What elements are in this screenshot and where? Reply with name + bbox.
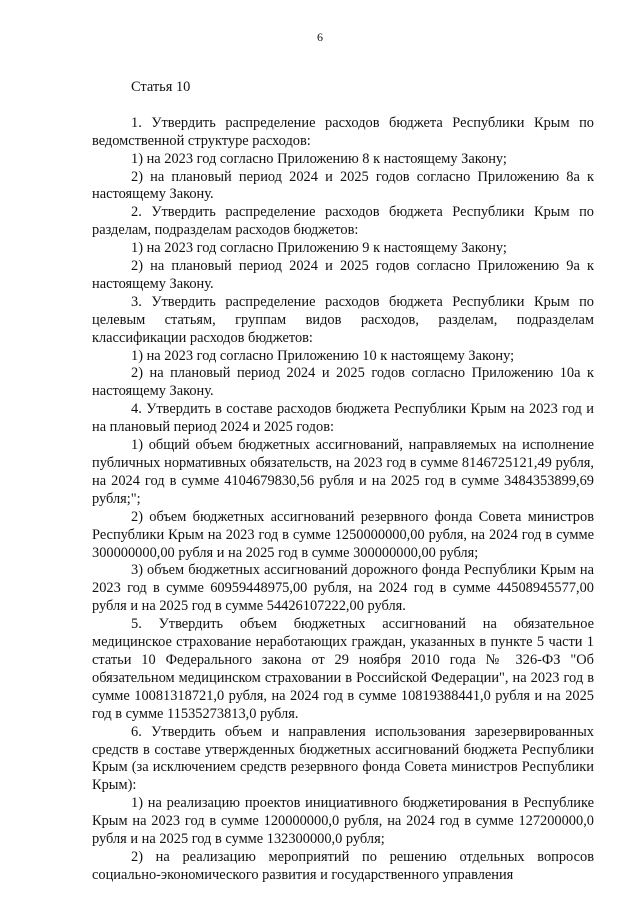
paragraph: 2) на плановый период 2024 и 2025 годов согласно Приложению 9а к настоящему Закону. xyxy=(92,258,594,292)
paragraph: 1) на 2023 год согласно Приложению 9 к настоящему Закону; xyxy=(131,240,507,257)
paragraph: 1) на реализацию проектов инициативного бюджетирования в Республике Крым на 2023 год в сумме 120000000,0 рубля, на 2024 год в сумме 127200000,0 рубля и на 2025 год в сумме 132300000,0 рубля; xyxy=(92,795,594,848)
paragraph: 1) на 2023 год согласно Приложению 8 к настоящему Закону; xyxy=(131,150,507,167)
paragraph: 2) на реализацию мероприятий по решению отдельных вопросов социально-экономического развития и государственного управления xyxy=(92,848,594,883)
paragraph: 2. Утвердить распределение расходов бюджета Республики Крым по разделам, подразделам расходов бюджетов: xyxy=(92,204,594,239)
document-body xyxy=(92,79,594,885)
paragraph: 2) на плановый период 2024 и 2025 годов согласно Приложению 10а к настоящему Закону. xyxy=(92,365,594,400)
paragraph: 3) объем бюджетных ассигнований дорожного фонда Республики Крым на 2023 год в сумме 60959448975,00 рубля, на 2024 год в сумме 44508945577,00 рубля и на 2025 год в сумме 54426107222,00 рубля. xyxy=(92,562,594,615)
paragraph: 6. Утвердить объем и направления использования зарезервированных средств в составе утвержденных бюджетных ассигнований бюджета Республики Крым (за исключением средств резервного фонда Совета министров Республики Крым): xyxy=(92,723,594,794)
paragraph: 2) объем бюджетных ассигнований резервного фонда Совета министров Республики Крым на 2023 год в сумме 1250000000,00 рубля, на 2024 год в сумме 300000000,00 рубля и на 2025 год в сумме 300000000,00 рубля; xyxy=(92,508,594,561)
paragraph: 1) общий объем бюджетных ассигнований, направляемых на исполнение публичных нормативных обязательств, на 2023 год в сумме 8146725121,49 рубля, на 2024 год в сумме 4104679830,56 рубля и на 2025 год в сумме 3484353899,69 рубля;"; xyxy=(92,437,594,507)
paragraph: 1) на 2023 год согласно Приложению 10 к настоящему Закону; xyxy=(131,347,515,364)
paragraph: 2) на плановый период 2024 и 2025 годов согласно Приложению 8а к настоящему Закону. xyxy=(92,168,594,203)
paragraph: 3. Утвердить распределение расходов бюджета Республики Крым по целевым статьям, группам видов расходов, разделам, подразделам классификации расходов бюджетов: xyxy=(92,293,594,346)
page-number: 6 xyxy=(317,30,323,44)
paragraph: 5. Утвердить объем бюджетных ассигнований на обязательное медицинское страхование неработающих граждан, указанных в пункте 5 части 1 статьи 10 Федерального закона от 29 ноября 2010 года № 326-ФЗ "Об обязательном медицинском страховании в Российской Федерации", на 2023 год в сумме 10081318721,0 рубля, на 2024 год в сумме 10819388441,0 рубля и на 2025 год в сумме 11535273813,0 рубля. xyxy=(92,616,594,722)
article-title: Статья 10 xyxy=(131,79,191,95)
paragraph: 4. Утвердить в составе расходов бюджета Республики Крым на 2023 год и на плановый период 2024 и 2025 годов: xyxy=(92,401,594,436)
paragraph: 1. Утвердить распределение расходов бюджета Республики Крым по ведомственной структуре расходов: xyxy=(92,114,594,149)
